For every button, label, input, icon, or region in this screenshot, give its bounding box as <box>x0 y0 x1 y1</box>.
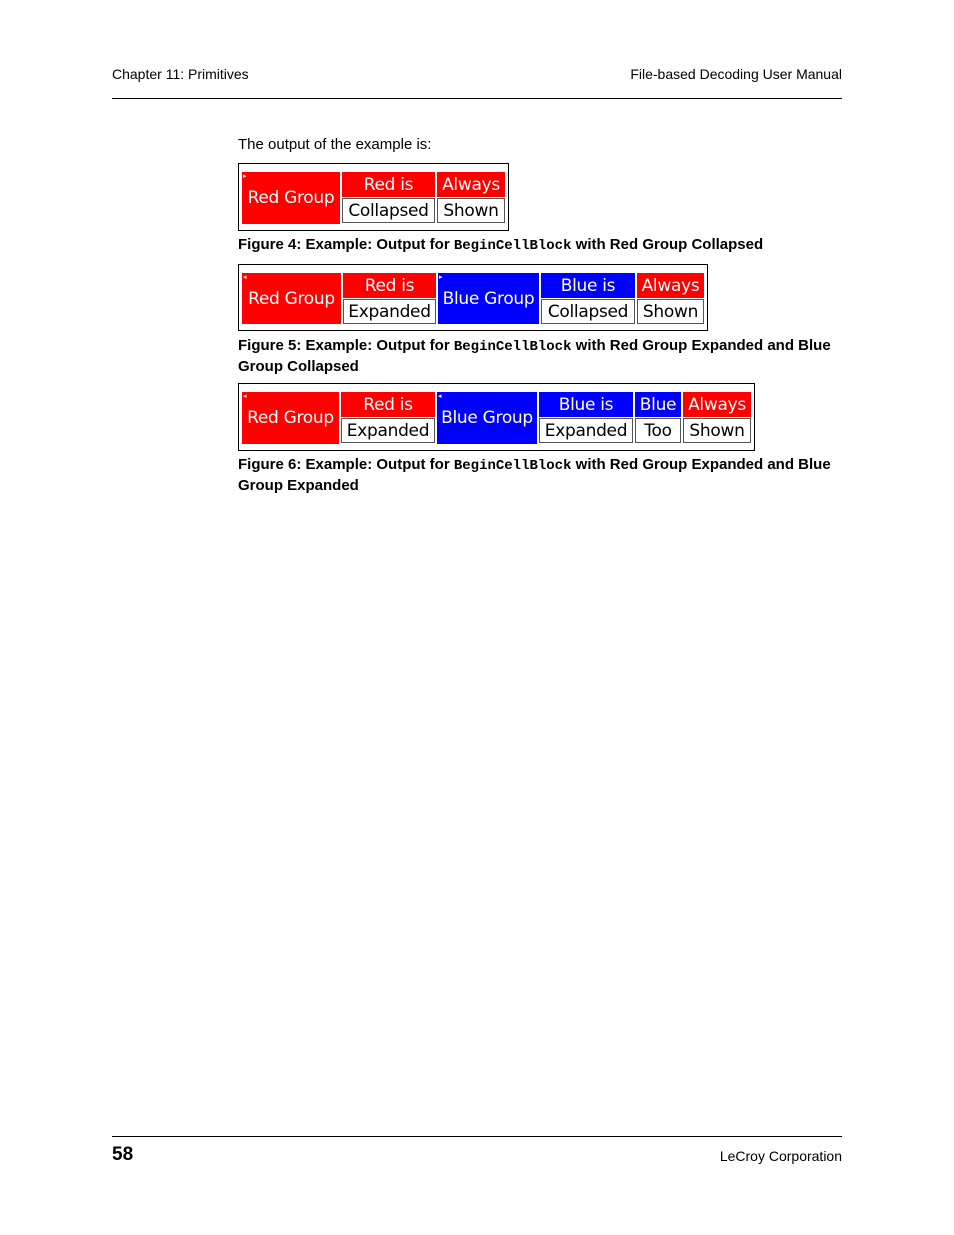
running-header-title: File-based Decoding User Manual <box>630 66 842 82</box>
cell-collapsed: Collapsed <box>541 299 635 324</box>
caption-suffix: with Red Group Expanded and Blue Group Expanded <box>238 456 831 494</box>
intro-text: The output of the example is: <box>238 136 432 153</box>
cell-always: Always <box>637 273 704 298</box>
footer-company: LeCroy Corporation <box>719 1148 842 1164</box>
expanded-arrow-icon[interactable]: ◂ <box>243 273 247 281</box>
expanded-arrow-icon[interactable]: ◂ <box>438 392 442 400</box>
caption-prefix: Figure 6: Example: Output for <box>238 456 454 473</box>
cell-collapsed: Collapsed <box>342 198 435 223</box>
cell-expanded: Expanded <box>341 418 435 443</box>
page-number: 58 <box>112 1144 134 1165</box>
cell-blue: Blue <box>635 392 681 417</box>
cell-shown: Shown <box>683 418 751 443</box>
caption-suffix: with Red Group Expanded and Blue Group Collapsed <box>238 337 831 375</box>
cell-always: Always <box>437 172 505 197</box>
cell-blue-expanded: Expanded <box>539 418 633 443</box>
caption-prefix: Figure 4: Example: Output for <box>238 236 454 253</box>
collapsed-arrow-icon[interactable]: ▸ <box>439 273 443 281</box>
collapsed-arrow-icon[interactable]: ▸ <box>243 172 247 180</box>
cell-always: Always <box>683 392 751 417</box>
caption-code: BeginCellBlock <box>453 339 572 355</box>
cell-red-group[interactable] <box>242 392 339 444</box>
caption-code: BeginCellBlock <box>453 238 572 254</box>
cell-label: Red Group <box>247 408 334 428</box>
cell-shown: Shown <box>437 198 505 223</box>
cell-shown: Shown <box>637 299 704 324</box>
cell-red-is: Red is <box>342 172 435 197</box>
cell-label: Blue Group <box>441 408 533 428</box>
cell-expanded: Expanded <box>343 299 436 324</box>
cell-label: Blue Group <box>442 288 535 309</box>
cell-too: Too <box>635 418 681 443</box>
running-header-chapter: Chapter 11: Primitives <box>112 66 249 82</box>
cell-blue-group[interactable] <box>437 392 537 444</box>
expanded-arrow-icon[interactable]: ◂ <box>243 392 247 400</box>
cell-red-group[interactable] <box>242 273 341 324</box>
cell-label: Red Group <box>248 288 335 309</box>
cell-red-is: Red is <box>343 273 436 298</box>
caption-code: BeginCellBlock <box>453 458 572 474</box>
cell-red-group[interactable] <box>242 172 340 224</box>
caption-suffix: with Red Group Collapsed <box>571 236 764 253</box>
figure-6-caption <box>238 455 838 495</box>
cell-blue-is: Blue is <box>541 273 635 298</box>
figure-5-caption <box>238 336 838 376</box>
caption-prefix: Figure 5: Example: Output for <box>238 337 454 354</box>
cell-blue-is: Blue is <box>539 392 633 417</box>
cell-blue-group[interactable] <box>438 273 539 324</box>
footer-rule <box>112 1136 842 1137</box>
cell-red-is: Red is <box>341 392 435 417</box>
cell-label: Red Group <box>247 188 335 208</box>
figure-4-caption <box>238 235 838 256</box>
header-rule <box>112 98 842 99</box>
figure-4-output <box>238 163 509 231</box>
figure-5-output <box>238 264 708 331</box>
figure-6-output <box>238 383 755 451</box>
